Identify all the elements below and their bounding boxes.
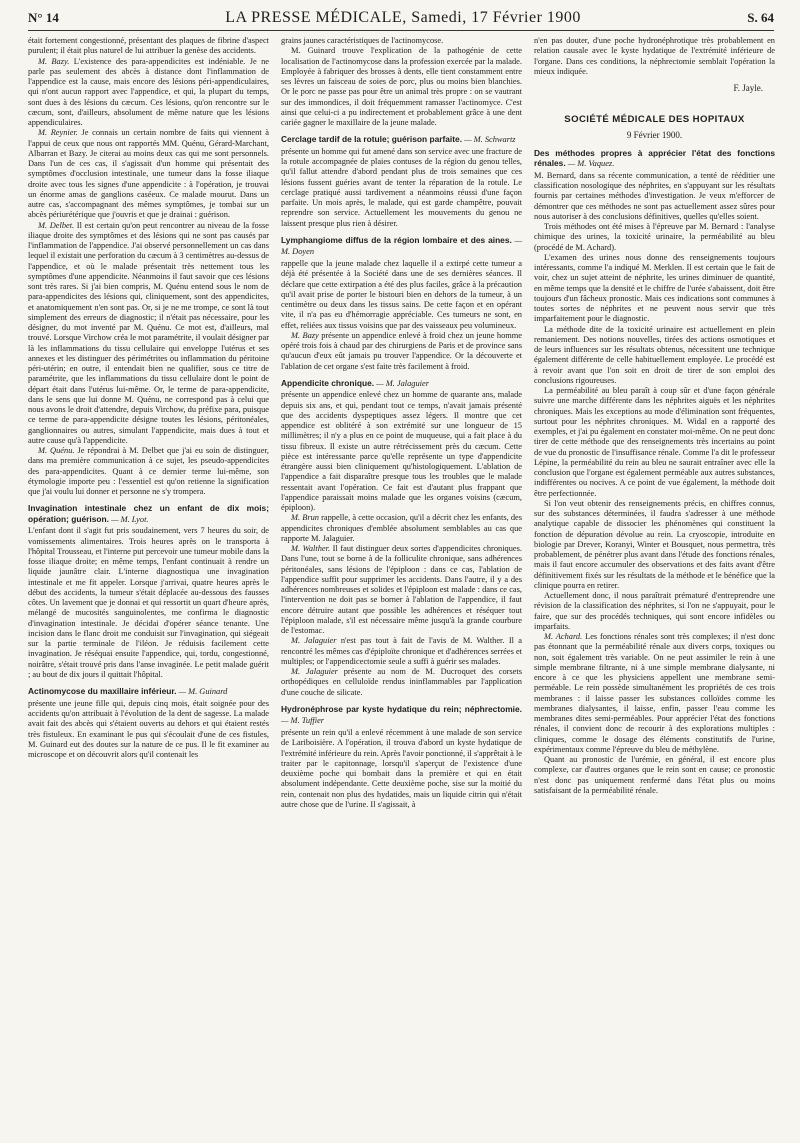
heading-author: — M. Doyen (281, 235, 522, 257)
paragraph-text: rappelle, à cette occasion, qu'il a décrit chez les enfants, des appendicites chroniques d'emblée absolument semblables au cas que rapporte M. Jalaguier. (281, 513, 522, 543)
section-heading (281, 378, 522, 390)
paragraph-text: M. Bernard, dans sa récente communication, a tenté de rééditier une classification nosologique des néphrites, en s'appuyant sur les résultats fournis par certaines méthodes d'investigation. Je veux m'efforcer de démontrer que ces méthodes ne sont pas actuellement assez sûres pour nous autoriser à des conclusions définitives, quelles qu'elles soient. (534, 170, 775, 221)
paragraph (534, 591, 775, 632)
page-header (28, 6, 774, 31)
paragraph-text: présente au nom de M. Ducroquet des corsets orthopédiques en celluloïde rendus ininflammables par l'application d'une couche de silicate. (281, 667, 522, 697)
heading-author: — M. Jalaguier (374, 378, 429, 388)
paragraph (281, 667, 522, 698)
paragraph-text: Je connais un certain nombre de faits qui viennent à l'appui de ceux que nous ont rapportés MM. Quénu, Gérard-Marchant, Albarran et Bazy. Je citerai au moins deux cas qui me sont personnels. Dans l'un de ces cas, il s'agissait d'un homme qui présentait des symptômes d'occlusion intestinale, une tumeur dans la fosse iliaque droite avec tous les signes d'une appendicite : à l'opération, je trouvai un énorme amas de ganglions caséeux. Ce malade mourut. Dans un autre cas, s'accompagnant des mêmes symptômes, je tombai sur un abcès périurétérique que j'ouvris et que je drainai : guérison. (28, 128, 269, 220)
paragraph (534, 253, 775, 325)
paragraph (28, 128, 269, 220)
paragraph-text: présente un rein qu'il a enlevé récemment à une malade de son service de Lariboisière. A l'opération, il trouva d'abord un kyste hydatique de l'extrémité inférieure du rein. Après l'avoir ponctionné, il s'apprêtait à le traiter par le capitonnage, lorsqu'il s'aperçut de l'existence d'une deuxième poche qui bombait dans la première et qui en était absolument indépendante. Cette deuxième poche, sise sur la moitié du rein, contenait non plus des hydatides, mais un liquide citrin qui n'était autre chose que de l'urine. Il s'agissait, à (281, 728, 522, 809)
column-3 (534, 36, 775, 1136)
paragraph (28, 57, 269, 129)
speaker-name: M. Delbet. (38, 220, 75, 230)
speaker-name: M. Bazy (291, 330, 319, 340)
paragraph-text: Il faut distinguer deux sortes d'appendicites chroniques. Dans l'une, tout se borne à de la folliculite chronique, sans adhérences péritonéales, sans lésions de l'épiploon : dans ce cas, l'ablation de l'appendice suffit pour supprimer les accidents. Dans l'autre, il y a des adhérences nombreuses et solides et l'épiploon est malade : dans ce cas, l'intervention ne doit pas se borner à l'ablation de l'appendice, il faut encore détruire autant que possible les adhérences et réséquer tout l'épiploon malade, s'il est nécessaire même jusqu'à la grande courbure de l'estomac. (281, 544, 522, 636)
heading-title: Des méthodes propres à apprécier l'état des fonctions rénales. (534, 147, 775, 169)
section-heading (281, 704, 522, 727)
paragraph-text: Si l'on veut obtenir des renseignements précis, en chiffres connus, sur des substances déterminées, il faudra s'adresser à une méthode analytique capable de dissocier les phénomènes qui constituent la fonction de dépuration dévolue au rein. La cryoscopie, introduite en biologie par Drever, Koranyi, Winter et Bousquet, nous permettra, très probablement, de pénétrer plus avant dans l'étude des fonctions rénales, mais il faut encore accumuler des observations et des faits avant d'être définitivement fixés sur les résultats de la méthode et le bénéfice que la clinique pourra en retirer. (534, 498, 775, 590)
paragraph (281, 728, 522, 810)
paragraph-text: présente une jeune fille qui, depuis cinq mois, était soignée pour des accidents qu'on attribuait à l'évolution de la dent de sagesse. La malade avait fait des abcès qui s'étaient ouverts au dehors et qui étaient restés très fistuleux. En examinant le pus qui s'écoulait d'une de ces fistules, M. Guinard eut des doutes sur la nature de ce pus. Il le fit examiner au microscope et on découvrit alors qu'il contenait les (28, 698, 269, 760)
issue-number: N° 14 (28, 10, 59, 25)
paragraph-text: rappelle que la jeune malade chez laquelle il a extirpé cette tumeur a déjà été présentée à la Société dans une de ses dernières séances. Il déclare que cette extirpation a été des plus faciles, grâce à la précaution qu'il avait prise de porter le bistouri bien en dehors de la tumeur, à un centimètre ou deux dans les tissus sains. De cette façon et en opérant vite, il n'a pas eu d'hémorragie appréciable. Ces tumeurs ne sont, en effet, reliées aux tissus voisins que par des vaisseaux peu volumineux. (281, 259, 522, 330)
paragraph-text: présente un appendice enlevé chez un homme de quarante ans, malade depuis six ans, et qui, pendant tout ce temps, n'avait jamais présenté que des accidents dyspeptiques assez légers. Il montre que cet appendice est oblitéré à son extrémité sur une longueur de 15 millimètres; il n'y a plus en ce point de muqueuse, qui a fait place à du tissu fibreux. Il existe un autre rétrécissement près du cæcum. Cette pièce est intéressante parce qu'elle représente un type d'appendicite étrangère aussi bien cliniquement qu'histologiquement. L'ablation de l'appendice a fait disparaître presque tous les troubles que le malade ressentait avant l'opération. Ce fait est d'autant plus frappant que l'appendice paraissait moins malade que les organes voisins (cæcum, épiploon). (281, 390, 522, 513)
paragraph (534, 755, 775, 796)
paragraph-text: L'existence des para-appendicites est indéniable. Je ne parle pas seulement des abcès à distance dont l'inflammation de l'appendice est la cause, mais encore des lésions péri-appendiculaires, qui n'ont aucun rapport avec l'appendice, et qui, la plupart du temps, sont dues à des lésions du cæcum. Ces lésions, qu'on rencontre sur le cæcum, sont, d'ailleurs, absolument de même nature que les lésions appendiculaires. (28, 56, 269, 127)
paragraph-text: présente un appendice enlevé à froid chez un jeune homme opéré trois fois à chaud par des chirurgiens de Paris et de province sans qu'aucun d'eux eût jamais pu trouver l'appendice. Or la découverte et l'ablation de cet organe s'est faite très facilement à froid. (281, 330, 522, 371)
speaker-name: M. Quénu. (38, 446, 75, 455)
paragraph-text: L'enfant dont il s'agit fut pris soudainement, vers 7 heures du soir, de vomissements alimentaires. Trois heures après on le transporta à l'hôpital Trousseau, et l'interne put percevoir une tumeur mobile dans la fosse iliaque droite; en même temps, l'enfant continuait à rendre un liquide jaunâtre clair. L'interne diagnostiqua une invagination intestinale et me fit appeler. Lorsque j'arrivai, quatre heures après le début des accidents, la tumeur s'était déplacée au-dessous des fausses côtes. Un lavement que je donnai et qui ressortit un quart d'heure après, mélangé de mucosités sanguinolentes, me confirma le diagnostic d'invagination intestinale. Je décidai d'opérer séance tenante. Une incision dans le flanc droit me conduisit sur l'invagination, qui siégeait sur la partie terminale de l'iléon. Je réduisis facilement cette invagination. Je réséquai ensuite l'appendice, qui, tordu, congestionné, noirâtre, s'était trouvé pris dans l'anse invaginée. Le petit malade guérit ; au bout de dix jours il quittait l'hôpital. (28, 526, 269, 679)
heading-title: Hydronéphrose par kyste hydatique du rein; néphrectomie. (281, 703, 522, 714)
speaker-name: M. Walther. (291, 544, 331, 554)
paragraph (281, 36, 522, 46)
speaker-name: M. Reynier. (38, 128, 78, 138)
paragraph (534, 36, 775, 77)
heading-title: Appendicite chronique. (281, 377, 375, 388)
paragraph (28, 446, 269, 497)
heading-author: — M. Guinard (176, 687, 228, 697)
paragraph-text: La perméabilité au bleu paraît à coup sûr et d'une façon générale suivre une marche différente dans les néphrites aiguës et les néphrites chroniques. Mais les exceptions au mode d'élimination sont fréquentes, surtout pour les néphrites chroniques. M. Widal en a rapporté des exemples, et j'ai pu également en constater moi-même. On ne peut donc tirer de cette méthode que des renseignements très incertains au point de vue du pronostic de l'insuffisance rénale. Comme l'a dit le professeur Lépine, la perméabilité du rein au bleu ne saurait entraîner avec elle la conclusion que l'organe est également perméable aux autres substances, indifférentes ou nocives. A ce point de vue également, la méthode doit être perfectionnée. (534, 386, 775, 498)
paragraph (28, 526, 269, 680)
page-number: S. 64 (747, 10, 774, 25)
section-heading (28, 503, 269, 525)
paragraph-text: Actuellement donc, il nous paraîtrait prématuré d'entreprendre une révision de la classification des néphrites, si l'on ne s'appuyait, pour le faire, que sur des procédés techniques, qui sont encore infidèles ou imparfaits. (534, 591, 775, 631)
journal-title: LA PRESSE MÉDICALE, Samedi, 17 Février 1900 (225, 9, 581, 26)
heading-title: Lymphangiome diffus de la région lombaire et des aines. (281, 234, 512, 245)
heading-author: — M. Vaquez. (565, 159, 615, 169)
heading-author: — M. Lyot. (108, 514, 149, 524)
heading-author: — M. Tuffier (281, 716, 325, 726)
paragraph-text: Il est certain qu'on peut rencontrer au niveau de la fosse iliaque droite des symptômes et des lésions qui ne sont pas causés par l'inflammation de l'appendice. J'ai observé personnellement un cas dans lequel il existait une perforation du cæcum à 3 centimètres au-dessus de l'appendice, et où le malade présentait très nettement tous les symptômes d'une appendicite. Néanmoins il faut savoir que ces lésions sont très rares. Si j'ai bien compris, M. Quénu entend sous le nom de para-appendicites des lésions qui, cliniquement, sont des appendicites, et anatomiquement n'en sont pas. Or, si je ne me trompe, ce sont là tout simplement des erreurs de diagnostic; il n'était pas nécessaire, pour les désigner, du mot inventé par M. Quénu. Ce mot est, d'ailleurs, mal trouvé. Lorsque Virchow créa le mot paramétrite, il voulait désigner par là les inflammations du tissu cellulaire qui enveloppe l'utérus et ses annexes et les distinguer des périmétrites ou inflammation du péritoine péri-utérin; en outre, il entendait bien ne qualifier, sous ce titre de paramétrite, que les inflammations du tissu cellulaire dont le point de départ était dans l'utérus lui-même. Or, le terme de para-appendicite, dans le sens que lui donne M. Quénu, ne correspond pas à celui que nous avons le droit d'attendre, depuis Virchow, du préfixe para, puisque ce terme de para-appendicite désigne toutes les lésions, péritonéales, ganglionnaires ou autres, simulant l'appendicite, mais dues à tout et autre cause qu'à l'appendicite. (28, 220, 269, 445)
paragraph (281, 513, 522, 544)
society-heading: SOCIÉTÉ MÉDICALE DES HOPITAUX (564, 114, 745, 126)
speaker-name: M. Bazy. (38, 56, 70, 66)
paragraph (281, 636, 522, 667)
paragraph-text: Je répondrai à M. Delbet que j'ai eu soin de distinguer, dans ma première communication à ce sujet, les pseudo-appendicites des para-appendicites. Quant à ce dernier terme lui-même, son étymologie importe peu : l'essentiel est qu'on retienne la signification que j'ai voulu lui donner et personne ne s'y trompera. (28, 446, 269, 496)
paragraph-text: grains jaunes caractéristiques de l'actinomycose. (281, 36, 444, 45)
text-columns (28, 36, 776, 1136)
paragraph (28, 221, 269, 447)
paragraph (534, 386, 775, 499)
section-heading (281, 235, 522, 258)
speaker-name: M. Achard. (544, 632, 583, 642)
paragraph-text: présente un homme qui fut amené dans son service avec une fracture de la rotule accompagnée de plaies contuses de la région du genou telles, qu'il fallut attendre d'abord pendant plus de trois semaines que ces lésions fussent guéries avant de tenter la réparation de la rotule. Le cerclage pratiqué aussi tardivement a néanmoins réussi d'une façon parfaite. Un mois après, le malade, qui est garde champêtre, pouvait reprendre son service. Actuellement les mouvements du genou ne laissent presque plus rien à désirer. (281, 146, 522, 228)
paragraph (28, 36, 269, 57)
section-heading (534, 148, 775, 170)
paragraph-text: Trois méthodes ont été mises à l'épreuve par M. Bernard : l'analyse chimique des urines, la toxicité urinaire, la perméabilité au bleu (procédé de M. Achard). (534, 222, 775, 252)
paragraph (281, 544, 522, 636)
column-1 (28, 36, 269, 1136)
paragraph (534, 171, 775, 222)
speaker-name: M. Brun (291, 513, 319, 523)
heading-title: Cerclage tardif de la rotule; guérison parfaite. (281, 134, 463, 145)
paragraph (534, 222, 775, 253)
paragraph (281, 147, 522, 229)
paragraph (28, 699, 269, 761)
paragraph-text: Quant au pronostic de l'urémie, en général, il est encore plus complexe, car d'autres organes que le rein sont en cause; ce pronostic n'est donc pas uniquement renfermé dans l'état plus ou moins satisfaisant de la perméabilité rénale. (534, 755, 775, 795)
section-heading (281, 134, 522, 146)
paragraph-text: n'est pas tout à fait de l'avis de M. Walther. Il a rencontré les mêmes cas d'épiploïte chronique et d'adhérences serrées et multiples; or l'appendicectomie seule a suffi à guérir ses malades. (281, 636, 522, 666)
session-date: 9 Février 1900. (626, 129, 683, 140)
speaker-name: M. Jalaguier (291, 636, 337, 646)
paragraph (281, 46, 522, 128)
paragraph (281, 331, 522, 372)
speaker-name: M. Jalaguier (291, 667, 338, 677)
heading-title: Actinomycose du maxillaire inférieur. (28, 686, 177, 697)
paragraph (534, 499, 775, 591)
paragraph-text: n'en pas douter, d'une poche hydronéphrotique très probablement en relation causale avec le kyste hydatique de l'extrémité inférieure de l'organe. Dans ces conditions, la néphrectomie semblait l'opération la mieux indiquée. (534, 36, 775, 76)
column-2 (281, 36, 522, 1136)
paragraph (281, 390, 522, 513)
report-signature: F. Jayle. (733, 83, 763, 93)
heading-author: — M. Schwartz (462, 135, 516, 145)
section-heading (28, 686, 269, 698)
paragraph-text: M. Guinard trouve l'explication de la pathogénie de cette localisation de l'actinomycose dans la profession exercée par la malade. Employée à fabriquer des brosses à dents, elle tient constamment entre ses lèvres un faisceau de soies de porc, plus ou moins bien blanchies. Or le porc ne passe pas pour être un animal très propre : on se vautrant sur des immondices, il doit fréquemment ramasser l'actinomyce. C'est ainsi que celui-ci a pu indirectement et probablement grâce à une dent cariée gagner le maxillaire de la jeune malade. (281, 46, 522, 127)
heading-title: Invagination intestinale chez un enfant de dix mois; opération; guérison. (28, 503, 269, 524)
paragraph-text: était fortement congestionné, présentant des plaques de fibrine d'aspect purulent; il était plus naturel de lui attribuer la genèse des accidents. (28, 36, 269, 56)
paragraph-text: Les fonctions rénales sont très complexes; il n'est donc pas étonnant que la perméabilité rénale aux divers corps, toxiques ou non, soit également très variable. On ne peut assimiler le rein à une simple membrane filtrante, ni à une simple membrane dialysante, ni encore à ce que les physiciens appellent une membrane semi-perméable. Le rein possède simultanément les propriétés de ces trois membranes : il laisse passer les substances colloïdes comme les membranes dialysantes, il laisse, enfin, passer l'eau comme les membranes dites semi-perméables. Pour apprécier l'état des fonctions rénales, il convient donc de recourir à des explorations multiples : cliniques, comme le dosage des éléments constitutifs de l'urine, expérimentaux comme l'épreuve du bleu de méthylène. (534, 632, 775, 754)
paragraph (534, 632, 775, 755)
paragraph-text: L'examen des urines nous donne des renseignements toujours intéressants, comme l'a indiqué M. Merklen. Il est certain que le fait de voir, chez un sujet atteint de néphrite, les urines diminuer de quantité, en même temps que la densité et le chiffre de l'urée s'abaissent, doit être toujours d'un fâcheux pronostic. Mais ces indications sont communes à toutes sortes de néphrites et ne peuvent nous servir que très imparfaitement pour le diagnostic. (534, 252, 775, 324)
paragraph-text: La méthode dite de la toxicité urinaire est actuellement en plein remaniement. Des notions nouvelles, tirées des actions osmotiques et de leurs influences sur les résultats obtenus, nécessitent une technique également différente de celle habituellement employée. Le procédé est à revoir avant que l'on soit en droit de tirer de son emploi des conclusions rigoureuses. (534, 324, 775, 385)
paragraph (281, 259, 522, 331)
paragraph (534, 325, 775, 387)
